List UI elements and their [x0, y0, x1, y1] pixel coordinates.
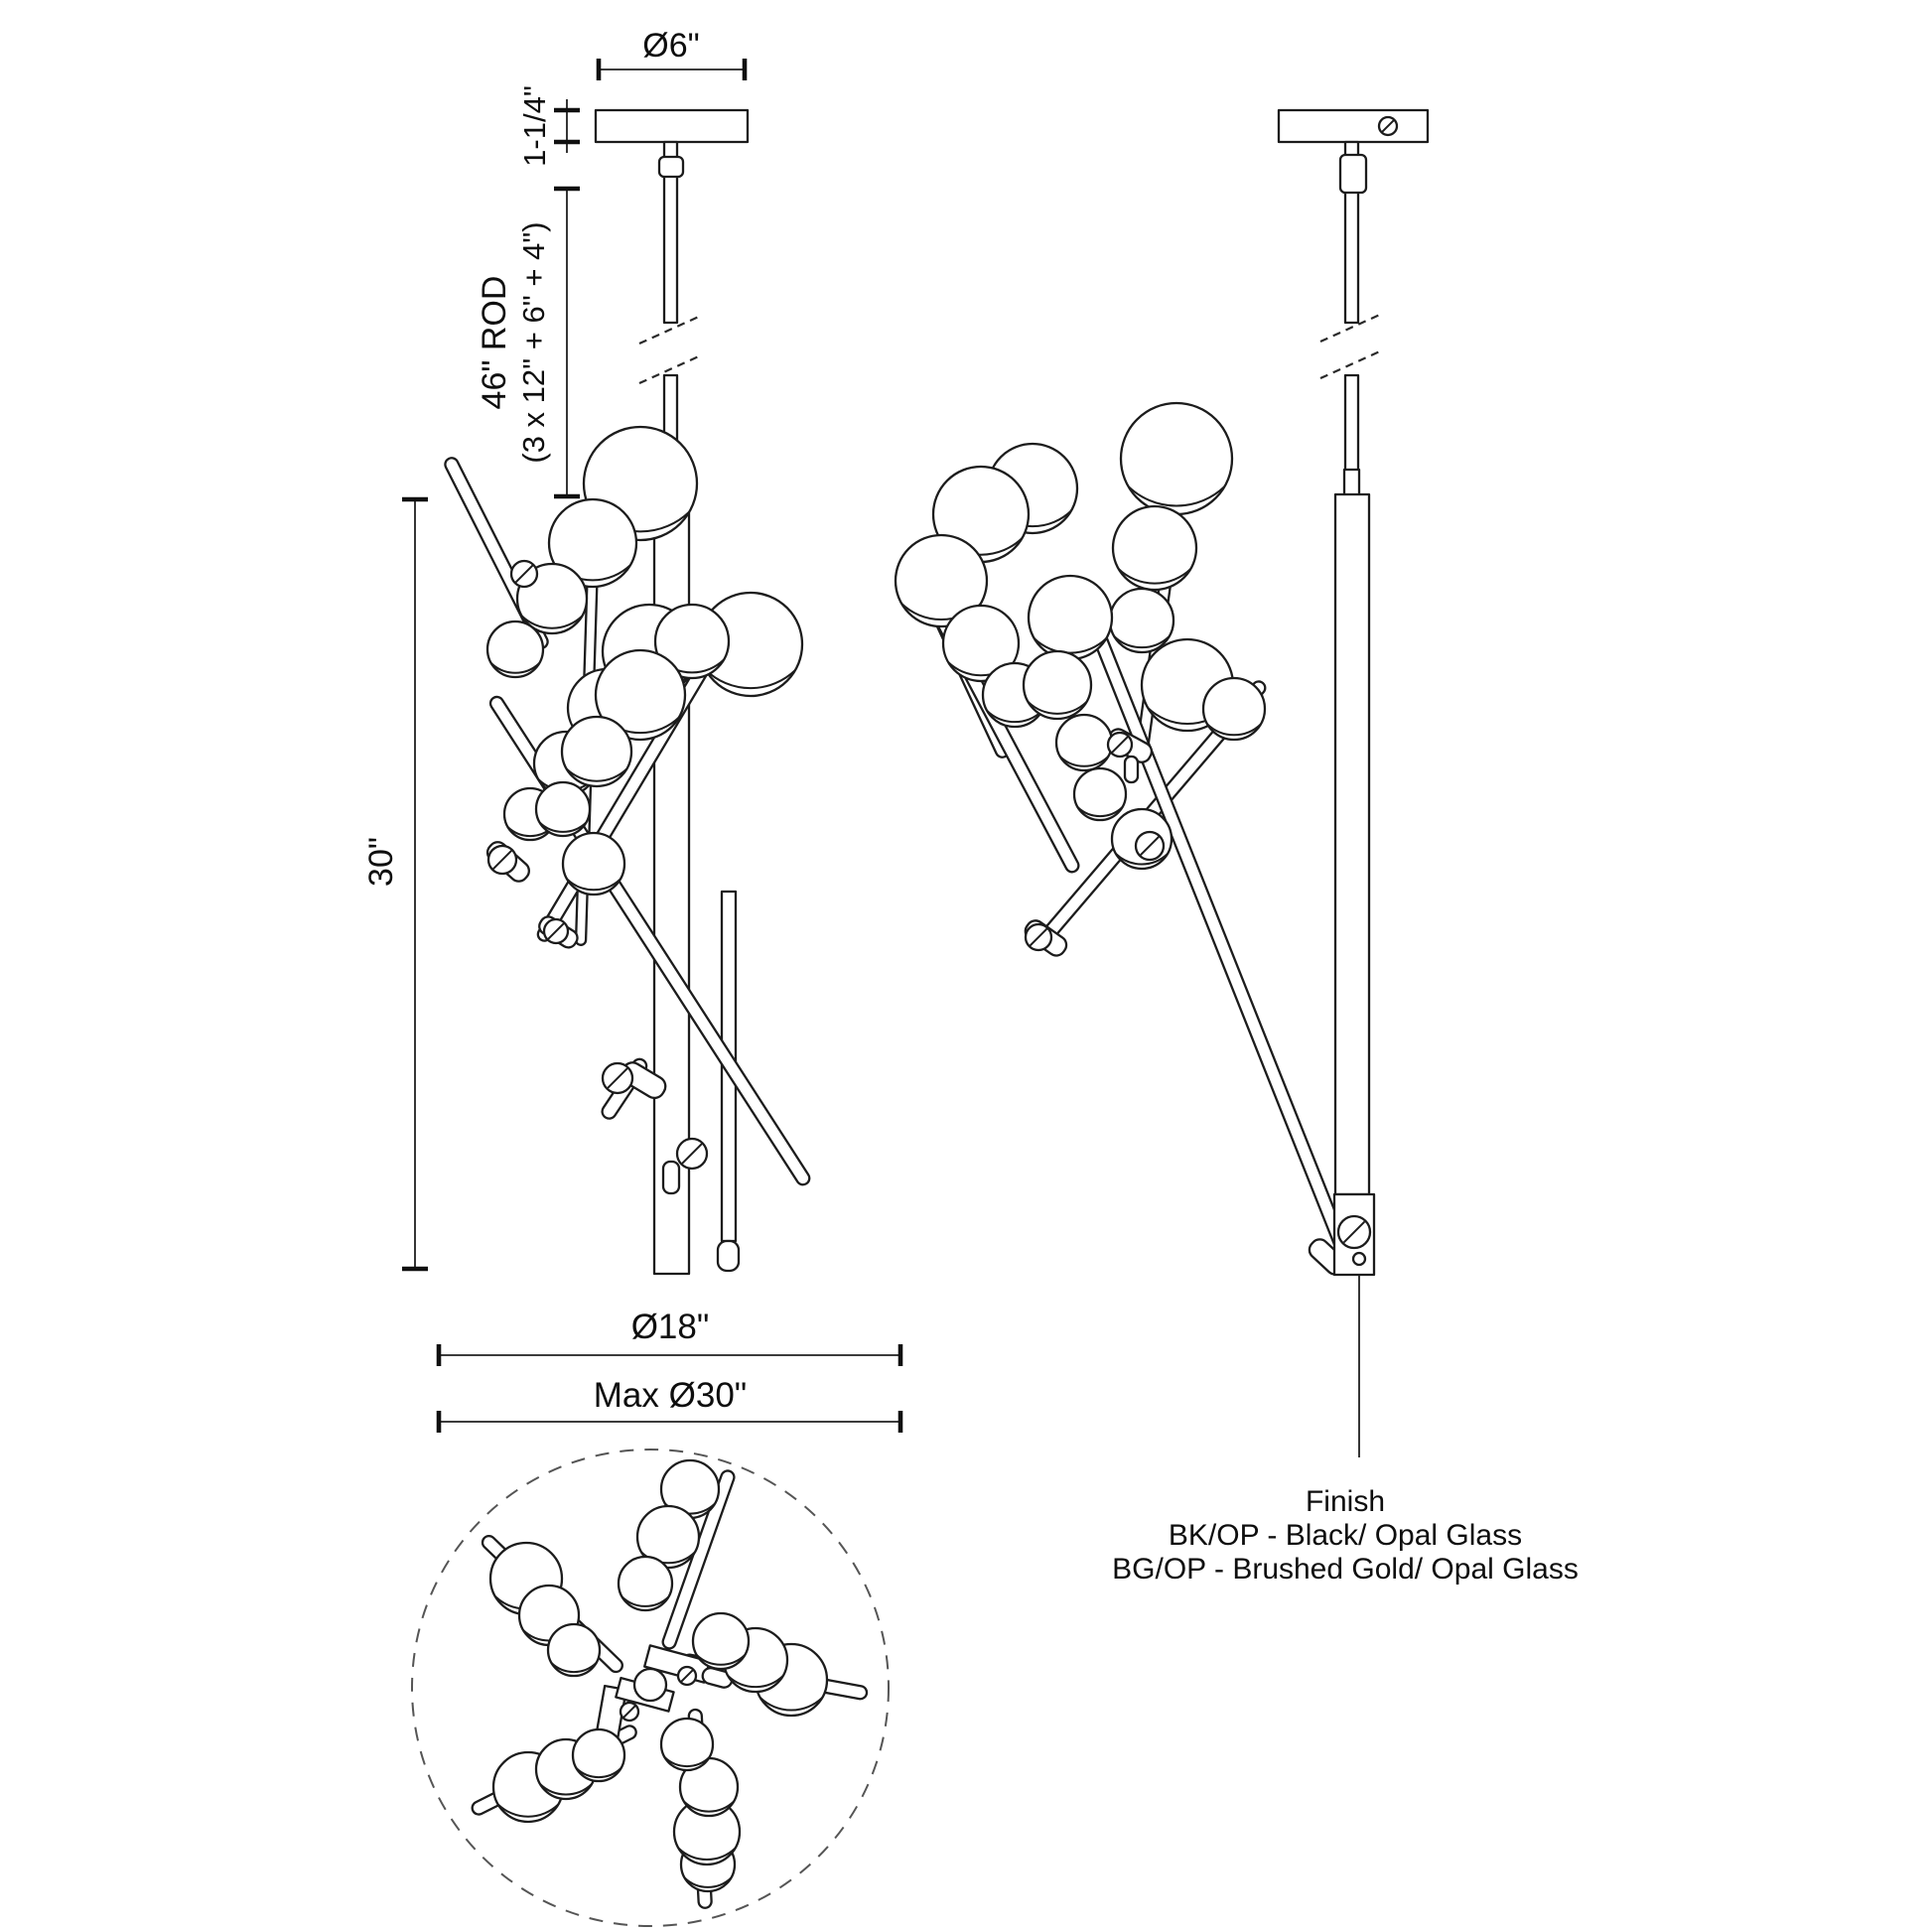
finish-option-gold: BG/OP - Brushed Gold/ Opal Glass [1112, 1553, 1579, 1586]
side-neck [1344, 470, 1359, 496]
glass-globe [548, 1624, 600, 1676]
max-spread-dimension [439, 1376, 900, 1433]
glass-globe [1113, 506, 1196, 590]
glass-globe [619, 1557, 672, 1610]
front-rod-coupler [659, 157, 683, 177]
glass-globe [1029, 576, 1112, 659]
canopy-height-label: 1-1/4" [517, 85, 552, 167]
glass-globe [573, 1729, 624, 1781]
plate-hole [1353, 1253, 1365, 1265]
glass-globe [1121, 403, 1232, 514]
side-rod-coupler [1340, 155, 1366, 193]
canopy-height-dimension [517, 85, 580, 167]
glass-globe [1074, 768, 1126, 820]
glass-globe [693, 1613, 749, 1669]
glass-globe [487, 621, 543, 677]
glass-globe [1056, 715, 1112, 770]
finish-option-black: BK/OP - Black/ Opal Glass [1168, 1519, 1523, 1552]
canopy-diameter-dimension [599, 27, 745, 80]
side-canopy [1279, 110, 1428, 142]
fixture-height-dimension [362, 499, 428, 1269]
rod-length-label-line2: (3 x 12" + 6" + 4") [516, 221, 551, 464]
glass-globe [1203, 678, 1265, 740]
glass-globe [661, 1719, 713, 1770]
arm-collar [1125, 757, 1138, 782]
side-central-tube [1335, 494, 1369, 1194]
rod-break-mark [1320, 350, 1382, 378]
plan-view-drawing [412, 1449, 889, 1926]
glass-globe [563, 833, 624, 895]
fixture-height-label: 30" [362, 837, 400, 887]
canopy-diameter-label: Ø6" [642, 27, 700, 65]
front-side-rod-cap [718, 1241, 739, 1271]
glass-globe [1024, 651, 1091, 719]
glass-globe [536, 782, 590, 836]
body-diameter-dimension [439, 1308, 900, 1366]
glass-globe [562, 717, 631, 786]
body-diameter-label: Ø18" [630, 1308, 710, 1346]
plan-center-hub [634, 1669, 666, 1701]
front-canopy [596, 110, 748, 142]
finish-note [1112, 1485, 1579, 1586]
glass-globe [1110, 589, 1173, 652]
arm-collar [663, 1162, 679, 1193]
finish-title: Finish [1305, 1485, 1386, 1518]
rod-length-label-line1: 46" ROD [476, 275, 513, 410]
rod-length-dimension [476, 189, 580, 496]
max-spread-label: Max Ø30" [593, 1376, 748, 1415]
side-view-drawing [896, 110, 1428, 1457]
